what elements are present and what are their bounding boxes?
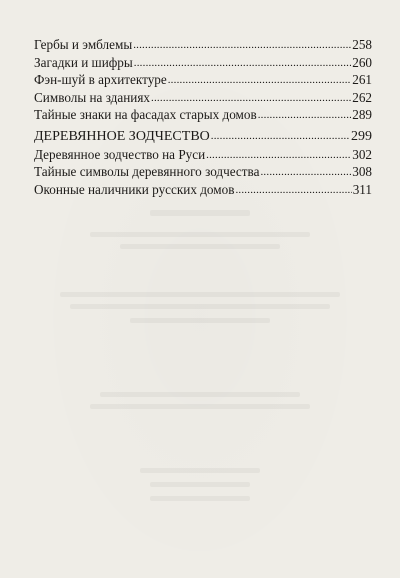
toc-entry: [34, 146, 372, 164]
toc-entry-page: 260: [352, 54, 372, 70]
table-of-contents: [34, 36, 372, 198]
toc-entry: [34, 163, 372, 181]
toc-entry-page: 299: [351, 128, 372, 144]
toc-entry-page: 258: [352, 37, 372, 52]
dot-leader: [235, 180, 351, 200]
toc-entry-page: 261: [352, 72, 372, 88]
toc-entry: [34, 54, 372, 72]
toc-entry-page: 262: [352, 89, 372, 105]
toc-entry-title: Деревянное зодчество на Руси: [34, 146, 206, 162]
toc-entry-title: Тайные символы деревянного зодчества: [34, 164, 260, 180]
toc-entry-page: 311: [352, 181, 372, 197]
toc-entry-page: 302: [352, 146, 372, 162]
toc-entry-title: ДЕРЕВЯННОЕ ЗОДЧЕСТВО: [34, 128, 210, 144]
toc-entry: [34, 71, 372, 89]
toc-entry: [34, 181, 372, 199]
toc-entry-title: Загадки и шифры: [34, 54, 133, 70]
toc-entry-title: Тайные знаки на фасадах старых домов: [34, 107, 257, 123]
toc-entry-title: Символы на зданиях: [34, 89, 151, 105]
toc-section-heading: [34, 128, 372, 146]
dot-leader: [211, 127, 350, 146]
toc-entry: [34, 36, 372, 54]
toc-entry-page: 289: [352, 107, 372, 123]
toc-entry-title: Фэн-шуй в архитектуре: [34, 72, 167, 88]
toc-entry-title: Гербы и эмблемы: [34, 37, 133, 52]
toc-entry-title: Оконные наличники русских домов: [34, 181, 235, 197]
dot-leader: [258, 105, 352, 125]
toc-entry: [34, 89, 372, 107]
toc-entry-page: 308: [352, 164, 372, 180]
toc-entry: [34, 106, 372, 124]
